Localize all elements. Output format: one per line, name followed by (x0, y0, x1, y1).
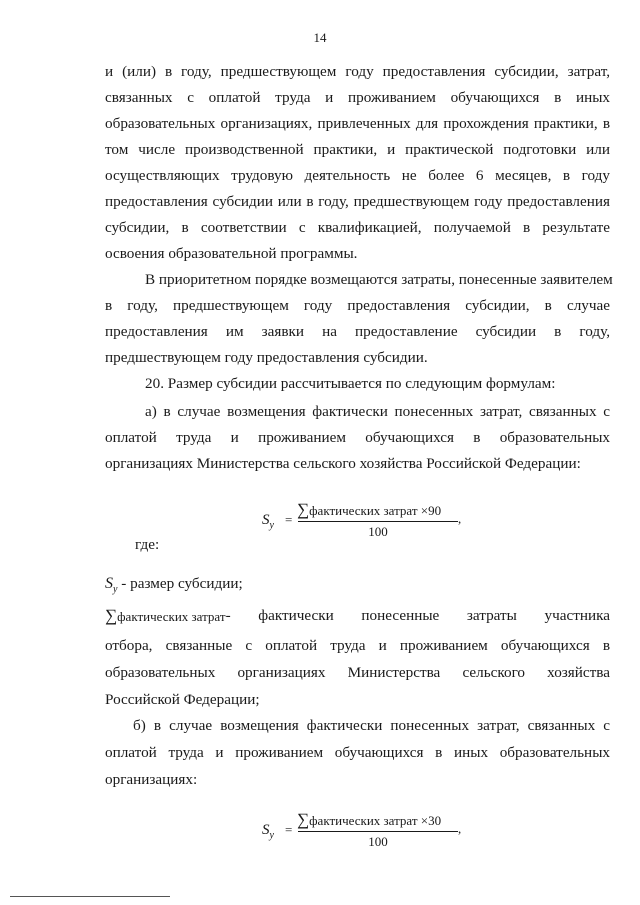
formula-symbol: $S_y$ (262, 512, 274, 531)
paragraph-line: образовательных организациях, привлеченных для прохождения практики, в (105, 115, 610, 132)
definition-sum (105, 606, 610, 627)
where-label: где: (135, 536, 160, 553)
paragraph-line: Российской Федерации; (105, 691, 260, 708)
paragraph-line: и (или) в году, предшествующем году предоставления субсидии, затрат, (105, 63, 610, 80)
formula-b (255, 810, 485, 870)
formula-equals: = (285, 822, 293, 837)
paragraph-line: В приоритетном порядке возмещаются затраты, понесенные заявителем (145, 271, 613, 288)
paragraph-line: освоения образовательной программы. (105, 245, 358, 262)
sigma-icon: ∑ (105, 606, 118, 625)
formula-denominator: 100 (368, 834, 388, 849)
paragraph-line: субсидии, в соответствии с квалификацией, получаемой в результате (105, 219, 610, 236)
footer-rule (10, 896, 170, 897)
definition-text: - фактически понесенные затраты участника (225, 607, 610, 624)
paragraph-line: в году, предшествующем году предоставления субсидии, в случае (105, 297, 610, 314)
paragraph-line: связанных с оплатой труда и проживанием обучающихся в иных (105, 89, 610, 106)
paragraph-line: 20. Размер субсидии рассчитывается по следующим формулам: (145, 375, 556, 392)
sigma-icon: ∑ (297, 500, 310, 519)
paragraph-line: б) в случае возмещения фактически понесенных затрат, связанных с (133, 717, 610, 734)
paragraph-line: организациях Министерства сельского хозяйства Российской Федерации: (105, 455, 581, 472)
paragraph-line: предоставления субсидии или в году, предшествующем году предоставления (105, 193, 610, 210)
formula-equals: = (285, 512, 293, 527)
sigma-icon: ∑ (297, 810, 310, 829)
formula-symbol: $S_y$ (262, 822, 274, 841)
sy-symbol: $S_y$ (105, 575, 118, 596)
fraction-bar (298, 521, 458, 522)
sum-term: ∑фактических затрат (105, 606, 226, 625)
formula-comma: , (458, 821, 462, 836)
paragraph-line: осуществляющих трудовую деятельность не более 6 месяцев, в году (105, 167, 610, 184)
page-number: 14 (313, 30, 327, 45)
paragraph-line: оплатой труда и проживанием обучающихся в иных образовательных (105, 744, 610, 761)
paragraph-line: образовательных организациях Министерства сельского хозяйства (105, 664, 610, 681)
definition-sy: $S_y$ - размер субсидии; (105, 575, 243, 596)
paragraph-line: предоставления им заявки на предоставление субсидии в году, (105, 323, 610, 340)
formula-numerator: ∑фактических затрат ×30 (297, 810, 442, 829)
paragraph-line: предшествующем году предоставления субсидии. (105, 349, 428, 366)
paragraph-line: оплатой труда и проживанием обучающихся в образовательных (105, 429, 610, 446)
formula-comma: , (458, 511, 462, 526)
paragraph-line: том числе производственной практики, и практической подготовки или (105, 141, 610, 158)
paragraph-line: организациях: (105, 771, 198, 788)
formula-numerator: ∑фактических затрат ×90 (297, 500, 442, 519)
paragraph-line: отбора, связанные с оплатой труда и проживанием обучающихся в (105, 637, 610, 654)
formula-denominator: 100 (368, 524, 388, 539)
fraction-bar (298, 831, 458, 832)
paragraph-line: а) в случае возмещения фактически понесенных затрат, связанных с (145, 403, 610, 420)
